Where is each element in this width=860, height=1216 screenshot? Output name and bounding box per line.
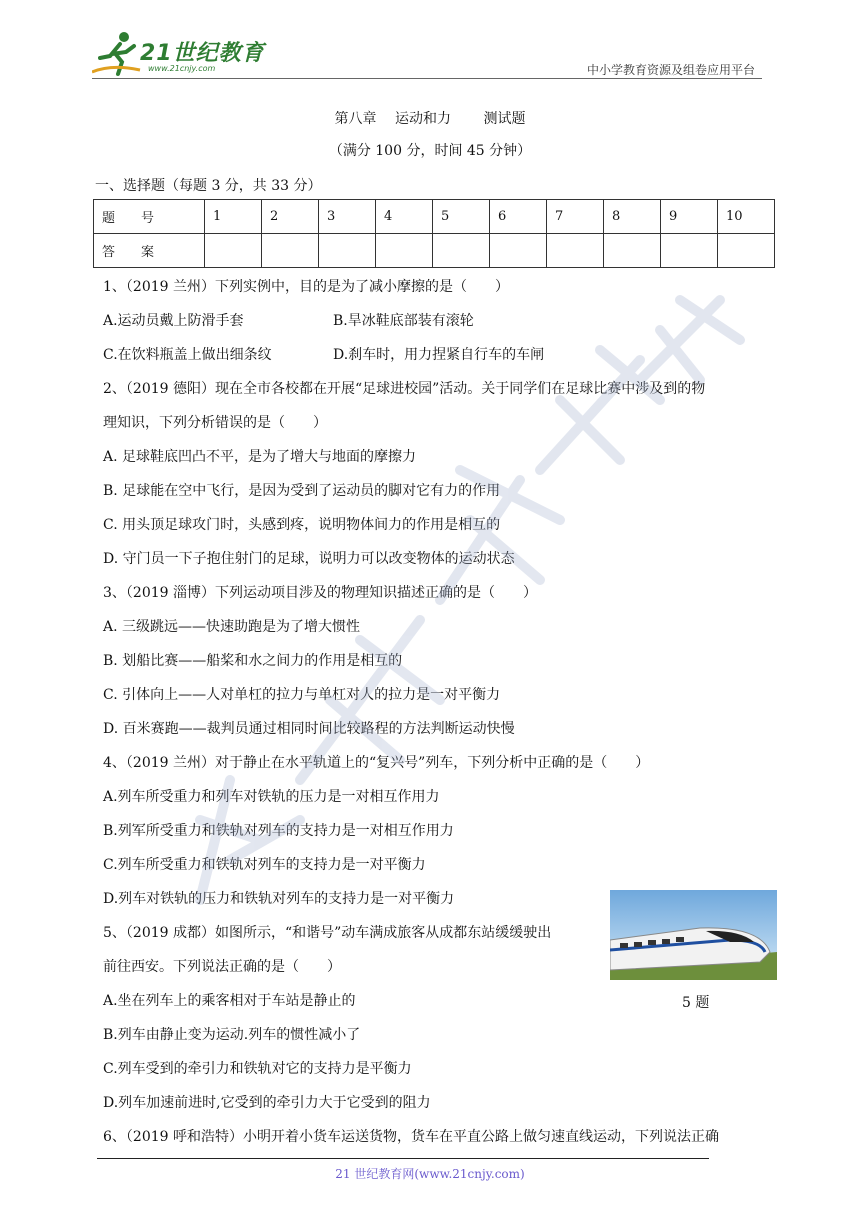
table-cell-number: 8: [604, 200, 661, 234]
question-3-stem: 3、（2019 淄博）下列运动项目涉及的物理知识描述正确的是（ ）: [103, 585, 537, 601]
logo-url: www.21cnjy.com: [148, 64, 216, 73]
question-2-stem-cont: 理知识，下列分析错误的是（ ）: [103, 415, 327, 431]
answer-table: [93, 199, 775, 268]
page-subtitle: （满分 100 分，时间 45 分钟）: [328, 143, 532, 159]
table-cell-number: 4: [376, 200, 433, 234]
question-5-stem: 5、（2019 成都）如图所示，“和谐号”动车满成旅客从成都东站缓缓驶出: [103, 925, 552, 941]
train-image: [610, 890, 777, 980]
question-2-option-b: B. 足球能在空中飞行，是因为受到了运动员的脚对它有力的作用: [103, 483, 501, 499]
question-4-option-b: B.列军所受重力和铁轨对列车的支持力是一对相互作用力: [103, 823, 454, 839]
answer-cell[interactable]: [376, 234, 433, 268]
answer-cell[interactable]: [718, 234, 775, 268]
table-cell-number: 2: [262, 200, 319, 234]
answer-cell[interactable]: [547, 234, 604, 268]
page-title: 第八章 运动和力 测试题: [334, 111, 526, 127]
answer-cell[interactable]: [604, 234, 661, 268]
answer-cell[interactable]: [490, 234, 547, 268]
logo-text: 21世纪教育: [140, 41, 265, 66]
header-divider: [92, 78, 762, 79]
table-row: [94, 234, 775, 268]
question-1-options-row1: [103, 310, 474, 330]
table-cell-number: 5: [433, 200, 490, 234]
table-cell-number: 9: [661, 200, 718, 234]
question-4-option-d: D.列车对铁轨的压力和铁轨对列车的支持力是一对平衡力: [103, 891, 455, 907]
question-1-stem: 1、（2019 兰州）下列实例中，目的是为了减小摩擦的是（ ）: [103, 279, 509, 295]
answer-cell[interactable]: [319, 234, 376, 268]
table-cell-label: 答 案: [94, 234, 205, 268]
figure-caption: 5 题: [682, 995, 710, 1011]
question-4-option-a: A.列车所受重力和列车对铁轨的压力是一对相互作用力: [103, 789, 440, 805]
answer-cell[interactable]: [661, 234, 718, 268]
question-5-option-c: C.列车受到的牵引力和铁轨对它的支持力是平衡力: [103, 1061, 412, 1077]
question-5-option-d: D.列车加速前进时,它受到的牵引力大于它受到的阻力: [103, 1095, 431, 1111]
answer-cell[interactable]: [433, 234, 490, 268]
table-cell-number: 6: [490, 200, 547, 234]
question-6-stem: 6、（2019 呼和浩特）小明开着小货车运送货物，货车在平直公路上做匀速直线运动，下列说法正确: [103, 1129, 719, 1145]
table-cell-number: 1: [205, 200, 262, 234]
question-5-option-b: B.列车由静止变为运动.列车的惯性减小了: [103, 1027, 361, 1043]
table-cell-number: 10: [718, 200, 775, 234]
runner-logo-icon: [92, 28, 142, 78]
table-cell-label: 题 号: [94, 200, 205, 234]
question-1-options-row2: [103, 344, 544, 364]
question-5-option-a: A.坐在列车上的乘客相对于车站是静止的: [103, 993, 356, 1009]
question-1-option-d: D.刹车时，用力捏紧自行车的车闸: [333, 347, 545, 363]
question-2-stem: 2、（2019 德阳）现在全市各校都在开展“足球进校园”活动。关于同学们在足球比赛中涉及到的物: [103, 381, 706, 397]
answer-cell[interactable]: [205, 234, 262, 268]
question-1-option-a: A.运动员戴上防滑手套: [103, 313, 244, 329]
question-3-option-b: B. 划船比赛——船桨和水之间力的作用是相互的: [103, 653, 403, 669]
table-cell-number: 3: [319, 200, 376, 234]
answer-cell[interactable]: [262, 234, 319, 268]
question-2-option-c: C. 用头顶足球攻门时，头感到疼，说明物体间力的作用是相互的: [103, 517, 501, 533]
question-3-option-d: D. 百米赛跑——裁判员通过相同时间比较路程的方法判断运动快慢: [103, 721, 515, 737]
question-2-option-a: A. 足球鞋底凹凸不平，是为了增大与地面的摩擦力: [103, 449, 417, 465]
footer-divider: [97, 1158, 709, 1159]
question-2-option-d: D. 守门员一下子抱住射门的足球，说明力可以改变物体的运动状态: [103, 551, 515, 567]
question-3-option-c: C. 引体向上——人对单杠的拉力与单杠对人的拉力是一对平衡力: [103, 687, 501, 703]
question-3-option-a: A. 三级跳远——快速助跑是为了增大惯性: [103, 619, 361, 635]
platform-label: 中小学教育资源及组卷应用平台: [586, 63, 755, 77]
question-5-stem-cont: 前往西安。下列说法正确的是（ ）: [103, 959, 341, 975]
question-1-option-c: C.在饮料瓶盖上做出细条纹: [103, 347, 272, 363]
question-4-option-c: C.列车所受重力和铁轨对列车的支持力是一对平衡力: [103, 857, 426, 873]
question-1-option-b: B.旱冰鞋底部装有滚轮: [333, 313, 474, 329]
table-cell-number: 7: [547, 200, 604, 234]
section-heading: 一、选择题（每题 3 分，共 33 分）: [95, 178, 322, 194]
footer-text: 21 世纪教育网(www.21cnjy.com): [335, 1167, 525, 1181]
table-row: [94, 200, 775, 234]
question-4-stem: 4、（2019 兰州）对于静止在水平轨道上的“复兴号”列车，下列分析中正确的是（ ）: [103, 755, 650, 771]
